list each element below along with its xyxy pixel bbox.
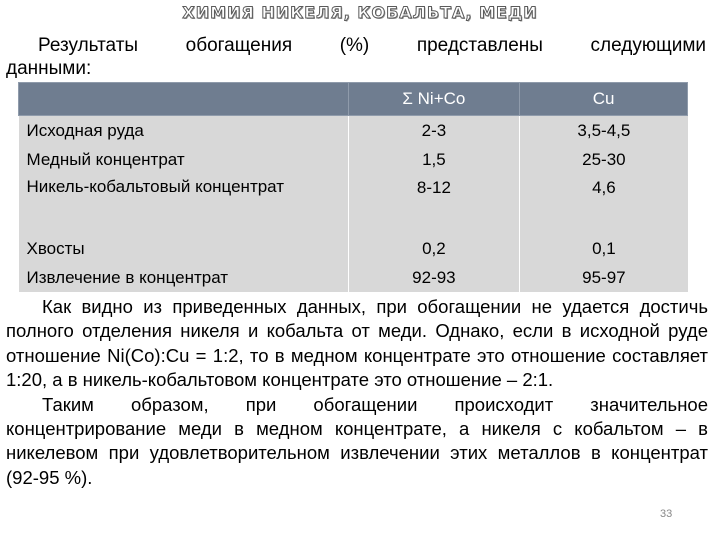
table-header-blank (19, 83, 349, 116)
intro-line-1: Результаты обогащения (%) представлены следующими (38, 35, 706, 56)
row-label: Медный концентрат (19, 145, 349, 174)
row-ni-co-value: 92-93 (348, 263, 520, 292)
row-ni-co-value: 2-3 (348, 116, 520, 146)
row-ni-co-value: 0,2 (348, 234, 520, 263)
paragraph-2: Таким образом, при обогащении происходит значительное концентрирование меди в медном концентрате, а никеля с кобальтом – в никелевом при удовлетворительном извлечении этих металлов в концентрат (92-95 %). (6, 393, 708, 488)
row-label: Извлечение в концентрат (19, 263, 349, 292)
row-cu-value: 25-30 (520, 145, 688, 174)
table-header-cu: Cu (520, 83, 688, 116)
row-ni-co-value: 1,5 (348, 145, 520, 174)
row-label: Хвосты (19, 234, 349, 263)
table-row (19, 116, 688, 146)
intro-text (6, 34, 706, 58)
row-cu-value: 95-97 (520, 263, 688, 292)
row-cu-value: 4,6 (520, 174, 688, 234)
conclusion-text (6, 295, 708, 490)
table-row (19, 263, 688, 292)
slide-title: ХИМИЯ НИКЕЛЯ, КОБАЛЬТА, МЕДИ (182, 3, 538, 22)
paragraph-1: Как видно из приведенных данных, при обогащении не удается достичь полного отделения никеля и кобальта от меди. Однако, если в исходной руде отношение Ni(Co):Cu = 1:2, то в медном концентрате это отношение составляет 1:20, а в никель-кобальтовом концентрате это отношение – 2:1. (6, 296, 708, 391)
table-row (19, 174, 688, 234)
row-label: Исходная руда (19, 116, 349, 146)
page-number: 33 (660, 508, 673, 520)
row-cu-value: 0,1 (520, 234, 688, 263)
row-label: Никель-кобальтовый концентрат (19, 174, 349, 234)
table-header-row (19, 83, 688, 116)
row-ni-co-value: 8-12 (348, 174, 520, 234)
table-header-ni-co: Σ Ni+Co (348, 83, 520, 116)
table-row (19, 234, 688, 263)
enrichment-results-table (18, 82, 688, 292)
table-row (19, 145, 688, 174)
intro-line-2: данными: (6, 58, 92, 79)
row-cu-value: 3,5-4,5 (520, 116, 688, 146)
